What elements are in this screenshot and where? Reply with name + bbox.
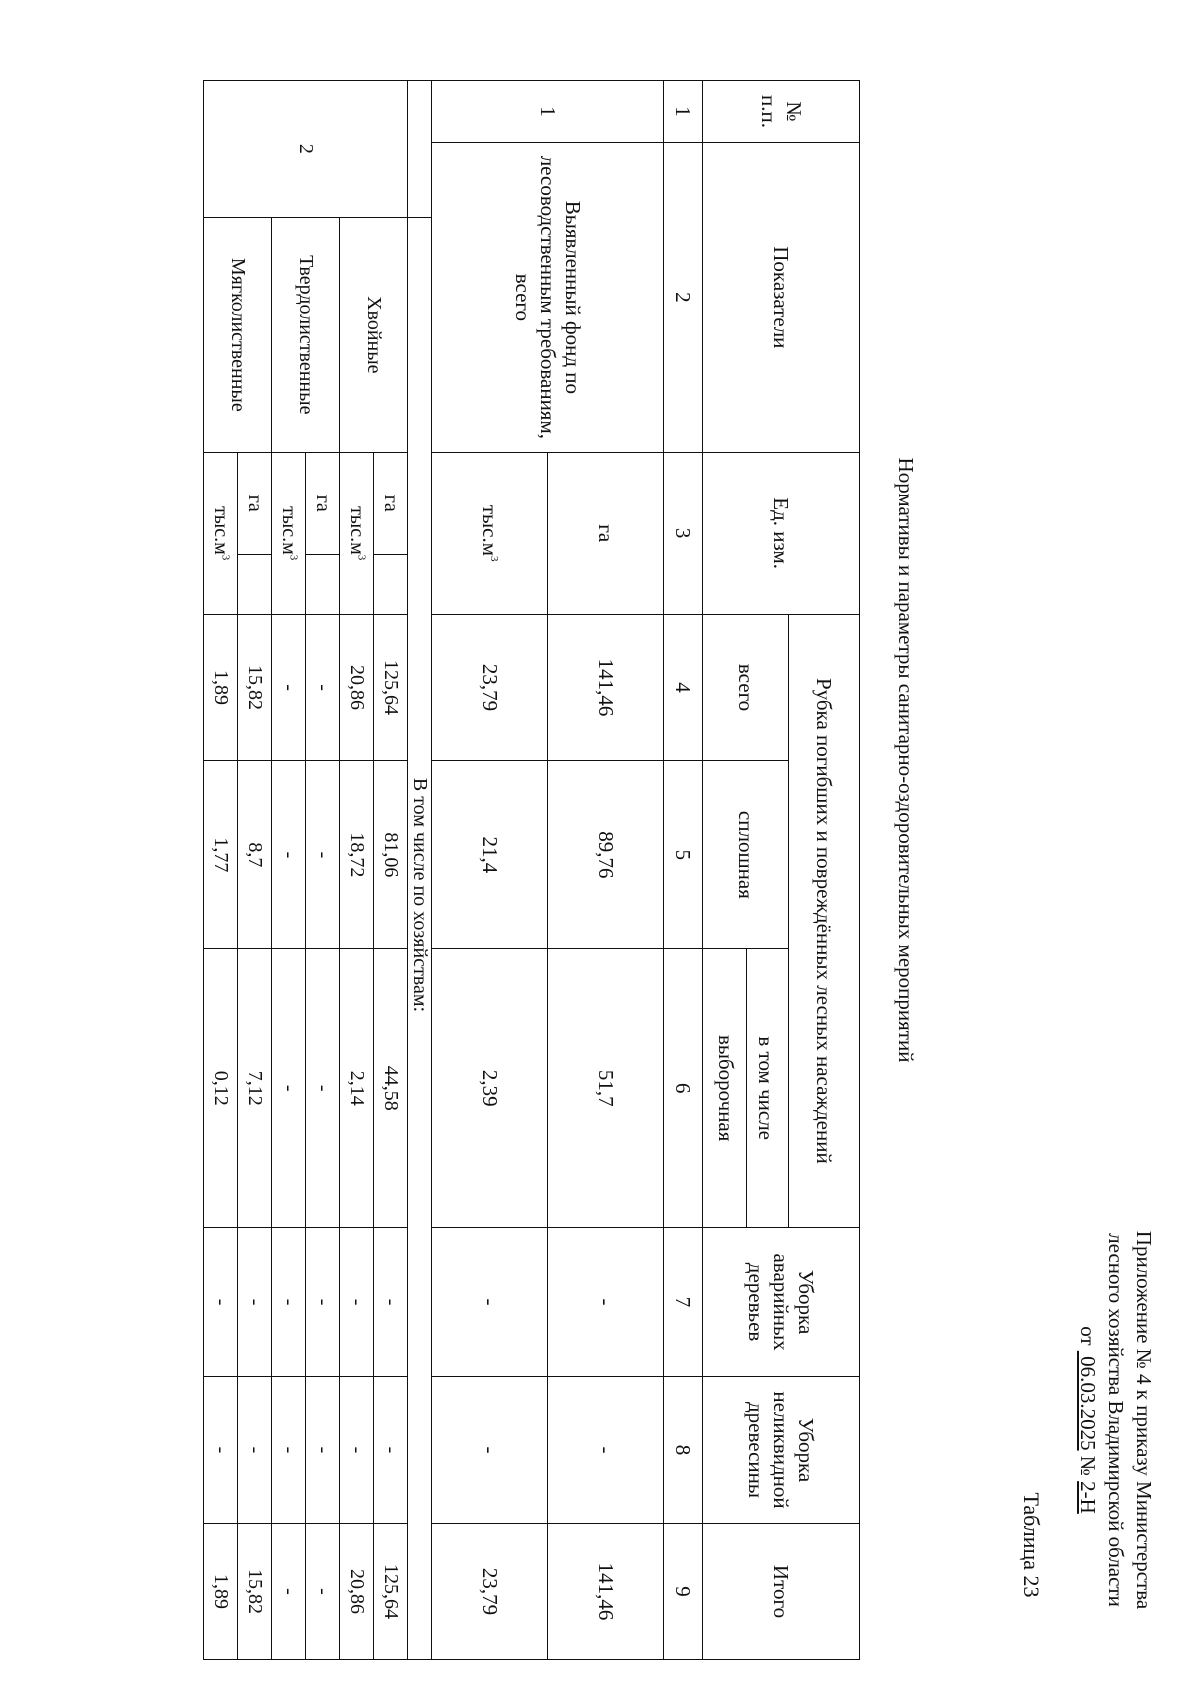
unit-base: тыс.м [478, 504, 502, 556]
col-number: 8 [664, 1377, 703, 1524]
value-cell: - [306, 1377, 340, 1524]
unit-sup: 3 [287, 554, 300, 561]
value-cell: 44,58 [374, 949, 408, 1228]
value-cell: - [340, 1228, 374, 1377]
value-cell: - [272, 614, 306, 761]
value-cell: 0,12 [204, 949, 238, 1228]
unit-cell: га [306, 452, 340, 554]
value-cell: 21,4 [432, 761, 548, 949]
header-row-1 [789, 81, 860, 1660]
value-cell: 18,72 [340, 761, 374, 949]
value-cell: 15,82 [238, 1523, 272, 1659]
header-unit: Ед. изм. [703, 452, 860, 614]
section-row [408, 81, 432, 1660]
value-cell: - [272, 1377, 306, 1524]
value-cell: 141,46 [548, 614, 664, 761]
header-selective-label: выборочная [714, 1034, 738, 1142]
unit-cell [272, 452, 306, 614]
table-row [238, 81, 272, 1660]
approval-line-1: Приложение № 4 к приказу Министерства [1132, 1230, 1156, 1610]
value-cell: - [306, 1523, 340, 1659]
value-cell: 8,7 [238, 761, 272, 949]
unit-cell: га [238, 452, 272, 554]
value-cell: - [548, 1228, 664, 1377]
approval-line-2: лесного хозяйства Владимирской области [1104, 1233, 1128, 1607]
value-cell: 141,46 [548, 1523, 664, 1659]
value-cell: 89,76 [548, 761, 664, 949]
unit-base: тыс.м [210, 506, 232, 555]
value-cell: - [204, 1377, 238, 1524]
unit-cell: га [548, 452, 664, 614]
header-emergency: Уборка аварийных деревьев [703, 1228, 860, 1377]
value-cell: - [272, 949, 306, 1228]
unit-cell [204, 452, 238, 614]
header-num: № п.п. [703, 81, 860, 143]
col-number: 2 [664, 142, 703, 452]
unit-sup: 3 [219, 554, 232, 561]
row-number: 1 [432, 81, 664, 143]
value-cell: - [238, 1228, 272, 1377]
value-cell: 15,82 [238, 614, 272, 761]
value-cell: - [306, 614, 340, 761]
value-cell: - [272, 1228, 306, 1377]
value-cell: - [306, 761, 340, 949]
value-cell: 1,89 [204, 1523, 238, 1659]
row-number: 2 [204, 81, 408, 218]
col-number: 5 [664, 761, 703, 949]
value-cell: 2,39 [432, 949, 548, 1228]
unit-spacer [238, 554, 272, 614]
value-cell: - [238, 1377, 272, 1524]
standards-table [203, 80, 860, 1660]
value-cell: - [548, 1377, 664, 1524]
unit-base: тыс.м [346, 506, 368, 555]
col-number: 6 [664, 949, 703, 1228]
approval-note [1074, 1220, 1158, 1620]
value-cell: - [432, 1228, 548, 1377]
order-date: 06.03.2025 [1076, 1356, 1100, 1451]
row-label: Мягколиственные [204, 217, 272, 452]
value-cell: 20,86 [340, 614, 374, 761]
col-number: 4 [664, 614, 703, 761]
value-cell: - [306, 1228, 340, 1377]
row-label: Твердолиственные [272, 217, 340, 452]
col-number: 3 [664, 452, 703, 614]
header-incl: в том числе [746, 949, 778, 1227]
header-total: всего [703, 614, 789, 761]
header-itogo: Итого [703, 1523, 860, 1659]
header-selective [703, 949, 789, 1228]
value-cell: - [272, 761, 306, 949]
table-row [548, 81, 664, 1660]
table-row [306, 81, 340, 1660]
value-cell: 2,14 [340, 949, 374, 1228]
value-cell: 23,79 [432, 614, 548, 761]
col-number: 1 [664, 81, 703, 143]
value-cell: - [340, 1377, 374, 1524]
value-cell: - [204, 1228, 238, 1377]
table-number: Таблица 23 [1019, 1492, 1044, 1598]
row-label: Выявленный фонд по лесоводственным требованиям, всего [432, 142, 664, 452]
value-cell: - [374, 1228, 408, 1377]
col-number: 9 [664, 1523, 703, 1659]
section-spacer [408, 81, 432, 218]
unit-cell: га [374, 452, 408, 554]
value-cell: 23,79 [432, 1523, 548, 1659]
value-cell: - [432, 1377, 548, 1524]
col-number: 7 [664, 1228, 703, 1377]
unit-base: тыс.м [278, 506, 300, 555]
order-number: 2-Н [1076, 1481, 1100, 1514]
header-felling: Рубка погибших и повреждённых лесных насаждений [789, 614, 860, 1227]
unit-sup: 3 [488, 556, 500, 562]
value-cell: 1,77 [204, 761, 238, 949]
column-number-row [664, 81, 703, 1660]
value-cell: 7,12 [238, 949, 272, 1228]
approval-line-3 [1074, 1220, 1102, 1620]
unit-cell [340, 452, 374, 614]
header-indicators: Показатели [703, 142, 860, 452]
value-cell: - [306, 949, 340, 1228]
value-cell: 51,7 [548, 949, 664, 1228]
date-prefix: от [1076, 1326, 1100, 1351]
unit-sup: 3 [355, 554, 368, 561]
value-cell: 125,64 [374, 1523, 408, 1659]
header-solid: сплошная [703, 761, 789, 949]
row-label: Хвойные [340, 217, 408, 452]
value-cell: - [374, 1377, 408, 1524]
section-label: В том числе по хозяйствам: [408, 217, 432, 1659]
value-cell: 1,89 [204, 614, 238, 761]
header-illiquid: Уборка неликвидной древесины [703, 1377, 860, 1524]
table-row [374, 81, 408, 1660]
unit-spacer [374, 554, 408, 614]
value-cell: 125,64 [374, 614, 408, 761]
value-cell: 81,06 [374, 761, 408, 949]
page-title: Нормативы и параметры санитарно-оздоровительных мероприятий [894, 457, 918, 1063]
unit-cell [432, 452, 548, 614]
value-cell: 20,86 [340, 1523, 374, 1659]
number-prefix: № [1076, 1450, 1100, 1482]
value-cell: - [272, 1523, 306, 1659]
unit-spacer [306, 554, 340, 614]
